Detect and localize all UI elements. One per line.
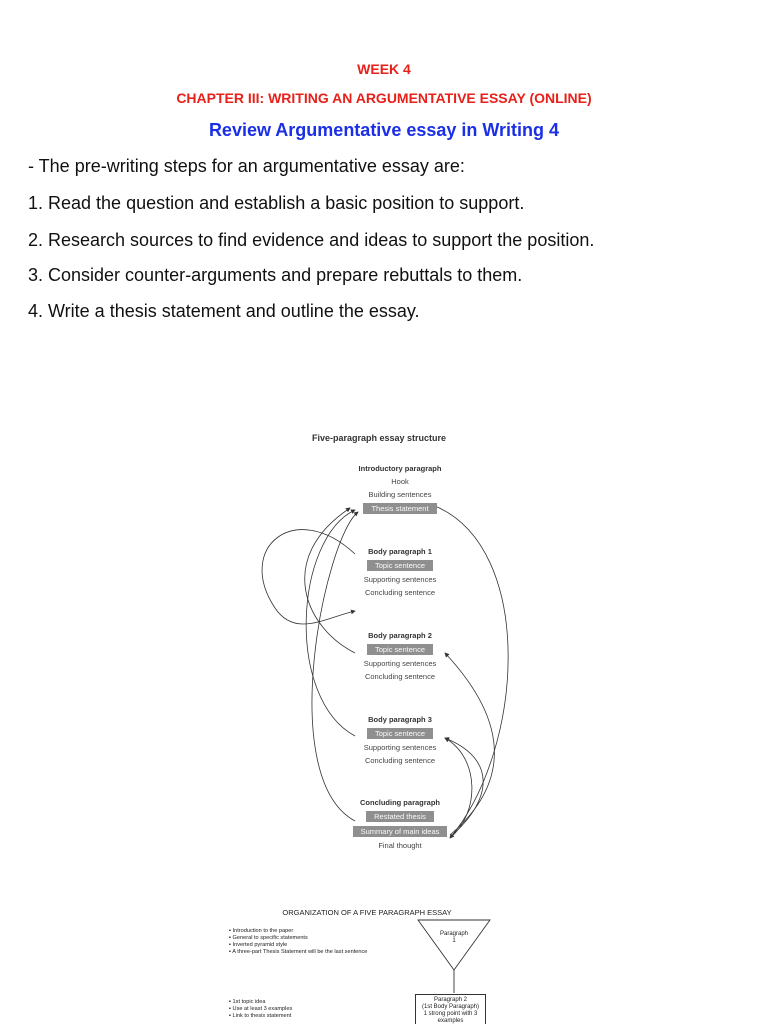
step-1: 1. Read the question and establish a basic position to support. bbox=[28, 193, 525, 213]
intro-bullet: ▪ Introduction to the paper bbox=[229, 928, 367, 935]
body2-supporting: Supporting sentences bbox=[363, 659, 437, 668]
body3-topic-box: Topic sentence bbox=[367, 728, 433, 739]
essay-structure-figure bbox=[255, 428, 545, 868]
organization-figure bbox=[222, 900, 512, 1024]
body1-block bbox=[325, 547, 475, 597]
intro-bullet: ▪ Inverted pyramid style bbox=[229, 942, 367, 949]
figure2-title: ORGANIZATION OF A FIVE PARAGRAPH ESSAY bbox=[282, 908, 452, 917]
body-bullet: ▪ 1st topic idea bbox=[229, 999, 292, 1006]
week-heading: WEEK 4 bbox=[357, 61, 411, 77]
intro-block bbox=[325, 464, 475, 514]
step-3: 3. Consider counter-arguments and prepare rebuttals to them. bbox=[28, 265, 523, 285]
body1-heading: Body paragraph 1 bbox=[368, 547, 432, 556]
figure1-title: Five-paragraph essay structure bbox=[311, 433, 447, 443]
conclusion-heading: Concluding paragraph bbox=[359, 798, 440, 807]
conclusion-block bbox=[325, 798, 475, 850]
body3-concluding: Concluding sentence bbox=[364, 756, 436, 765]
inverted-triangle bbox=[418, 920, 490, 970]
thesis-box: Thesis statement bbox=[363, 503, 436, 514]
body-bullet: ▪ Use at least 3 examples bbox=[229, 1006, 292, 1013]
restated-thesis-box: Restated thesis bbox=[366, 811, 434, 822]
body1-topic-box: Topic sentence bbox=[367, 560, 433, 571]
hook-text: Hook bbox=[391, 477, 409, 486]
paragraph2-box bbox=[415, 994, 486, 1024]
box-line: 1 strong point with 3 bbox=[423, 1011, 478, 1017]
body2-concluding: Concluding sentence bbox=[364, 672, 436, 681]
box-line: Paragraph 2 bbox=[433, 997, 468, 1003]
box-line: (1st Body Paragraph) bbox=[421, 1004, 480, 1010]
body3-heading: Body paragraph 3 bbox=[368, 715, 432, 724]
step-2: 2. Research sources to find evidence and ideas to support the position. bbox=[28, 230, 595, 250]
building-text: Building sentences bbox=[368, 490, 432, 499]
step-4: 4. Write a thesis statement and outline the essay. bbox=[28, 301, 420, 321]
triangle-label bbox=[422, 931, 486, 945]
body2-block bbox=[325, 631, 475, 681]
intro-heading: Introductory paragraph bbox=[358, 464, 442, 473]
body1-concluding: Concluding sentence bbox=[364, 588, 436, 597]
body1-supporting: Supporting sentences bbox=[363, 575, 437, 584]
review-title: Review Argumentative essay in Writing 4 bbox=[208, 120, 560, 140]
triangle-label-number: 1 bbox=[452, 938, 456, 944]
body2-heading: Body paragraph 2 bbox=[368, 631, 432, 640]
triangle-label-text: Paragraph bbox=[439, 931, 469, 937]
body2-topic-box: Topic sentence bbox=[367, 644, 433, 655]
box-line: examples bbox=[437, 1018, 464, 1024]
intro-line: - The pre-writing steps for an argumentative essay are: bbox=[28, 156, 465, 176]
body-bullet: ▪ Link to thesis statement bbox=[229, 1013, 292, 1020]
final-thought: Final thought bbox=[378, 841, 422, 850]
intro-bullet: ▪ A three-part Thesis Statement will be the last sentence bbox=[229, 949, 367, 956]
intro-bullet: ▪ General to specific statements bbox=[229, 935, 367, 942]
chapter-heading: CHAPTER III: WRITING AN ARGUMENTATIVE ESSAY (ONLINE) bbox=[176, 90, 592, 106]
body3-block bbox=[325, 715, 475, 765]
body3-supporting: Supporting sentences bbox=[363, 743, 437, 752]
summary-box: Summary of main ideas bbox=[353, 826, 448, 837]
